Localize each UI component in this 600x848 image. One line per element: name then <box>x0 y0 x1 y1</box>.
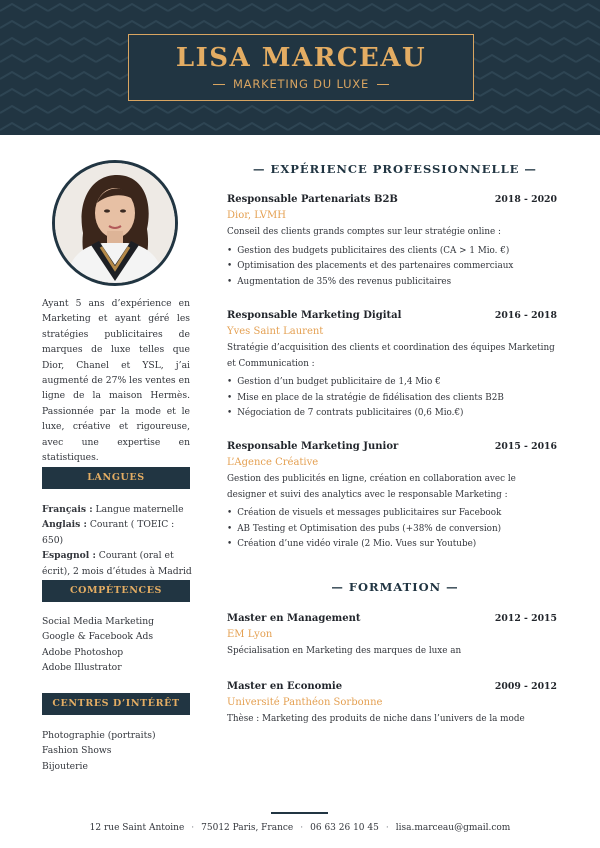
skill-item: Adobe Illustrator <box>42 662 122 674</box>
language-item <box>42 548 192 579</box>
job-company: Dior, LVMH <box>227 210 286 221</box>
tagline-dash-right <box>377 84 389 85</box>
job-dates: 2015 - 2016 <box>494 441 557 452</box>
job-company: L’Agence Créative <box>227 457 319 468</box>
achievement-item: • Gestion d’un budget publicitaire de 1,4 Mio € <box>227 375 557 391</box>
achievement-item: • Gestion des budgets publicitaires des clients (CA > 1 Mio. €) <box>227 244 557 260</box>
language-name: Français : <box>42 504 93 515</box>
contact-email[interactable]: lisa.marceau@gmail.com <box>395 823 511 833</box>
interest-item: Photographie (portraits) <box>42 730 156 741</box>
degree-description: Spécialisation en Marketing des marques de luxe an <box>227 646 462 656</box>
degree-dates: 2009 - 2012 <box>494 681 557 692</box>
contact-footer <box>0 823 600 833</box>
skills-heading: COMPÉTENCES <box>42 580 190 602</box>
contact-city: 75012 Paris, France <box>201 823 294 833</box>
job-achievements <box>227 506 557 553</box>
achievement-item: • Augmentation de 35% des revenus publicitaires <box>227 275 557 291</box>
achievement-item: • AB Testing et Optimisation des pubs (+38% de conversion) <box>227 522 557 538</box>
job-entry <box>227 194 557 290</box>
skill-item: Social Media Marketing <box>42 616 155 627</box>
degree-title: Master en Management <box>227 613 361 624</box>
profile-photo <box>52 160 178 286</box>
achievement-item: • Optimisation des placements et des partenaires commerciaux <box>227 259 557 275</box>
languages-heading: LANGUES <box>42 467 190 489</box>
education-heading: — FORMATION — <box>331 580 459 594</box>
degree-dates: 2012 - 2015 <box>494 613 557 624</box>
school-name: EM Lyon <box>227 629 273 640</box>
job-company: Yves Saint Laurent <box>227 326 324 337</box>
job-title: Responsable Marketing Digital <box>227 310 402 321</box>
job-dates: 2016 - 2018 <box>494 310 557 321</box>
separator-dot: · <box>300 823 304 833</box>
language-name: Espagnol : <box>42 550 96 562</box>
languages-list <box>42 502 192 579</box>
job-title: Responsable Marketing Junior <box>227 441 399 452</box>
degree-description: Thèse : Marketing des produits de niche dans l’univers de la mode <box>227 714 525 724</box>
header-banner <box>0 0 600 135</box>
degree-title: Master en Economie <box>227 681 343 692</box>
skills-list <box>42 614 192 676</box>
language-name: Anglais : <box>42 519 87 531</box>
job-entry <box>227 310 557 422</box>
interest-item: Fashion Shows <box>42 745 112 757</box>
interests-list <box>42 728 192 774</box>
skill-item: Google & Facebook Ads <box>42 631 154 643</box>
job-dates: 2018 - 2020 <box>494 194 557 205</box>
portrait-image <box>55 163 175 283</box>
job-description: Gestion des publicités en ligne, création en collaboration avec le designer et suivi des analytics avec le responsable Marketing : <box>227 474 516 500</box>
job-entry <box>227 441 557 553</box>
school-name: Université Panthéon Sorbonne <box>227 697 383 708</box>
achievement-item: • Création de visuels et messages publicitaires sur Facebook <box>227 506 557 522</box>
interests-heading: CENTRES D’INTÉRÊT <box>42 693 190 715</box>
experience-heading: — EXPÉRIENCE PROFESSIONNELLE — <box>253 162 537 176</box>
language-level: Langue maternelle <box>92 504 184 515</box>
education-entry <box>227 613 557 660</box>
achievement-item: • Création d’une vidéo virale (2 Mio. Vues sur Youtube) <box>227 537 557 553</box>
job-description: Conseil des clients grands comptes sur leur stratégie online : <box>227 227 501 237</box>
language-item <box>42 502 192 517</box>
language-item <box>42 517 192 548</box>
education-entry <box>227 681 557 728</box>
job-achievements <box>227 244 557 291</box>
separator-dot: · <box>191 823 195 833</box>
job-description: Stratégie d’acquisition des clients et coordination des équipes Marketing et Communication : <box>227 343 555 369</box>
language-level: Courant ( TOEIC : 650) <box>42 519 175 546</box>
separator-dot: · <box>385 823 389 833</box>
skill-item: Adobe Photoshop <box>42 646 124 658</box>
name-box <box>128 34 474 101</box>
contact-phone[interactable]: 06 63 26 10 45 <box>310 823 379 833</box>
job-achievements <box>227 375 557 422</box>
interest-item: Bijouterie <box>42 760 88 772</box>
achievement-item: • Mise en place de la stratégie de fidélisation des clients B2B <box>227 391 557 407</box>
profile-summary: Ayant 5 ans d’expérience en Marketing et ayant géré les stratégies publicitaires de marques de luxe telles que Dior, Chanel et YSL, j’ai augmenté de 27% les ventes en ligne de la maison Hermès. Passionnée par la mode et le luxe, créative et rigoureuse, avec une expertise en statistiques. <box>42 298 190 464</box>
tagline-dash-left <box>213 84 225 85</box>
language-level: Courant (oral et écrit), 2 mois d’études à Madrid <box>42 550 192 577</box>
candidate-title: MARKETING DU LUXE <box>232 77 370 91</box>
achievement-item: • Négociation de 7 contrats publicitaires (0,6 Mio.€) <box>227 406 557 422</box>
contact-address: 12 rue Saint Antoine <box>89 823 185 833</box>
job-title: Responsable Partenariats B2B <box>227 194 398 205</box>
footer-divider <box>271 812 328 814</box>
candidate-name: LISA MARCEAU <box>175 43 427 73</box>
